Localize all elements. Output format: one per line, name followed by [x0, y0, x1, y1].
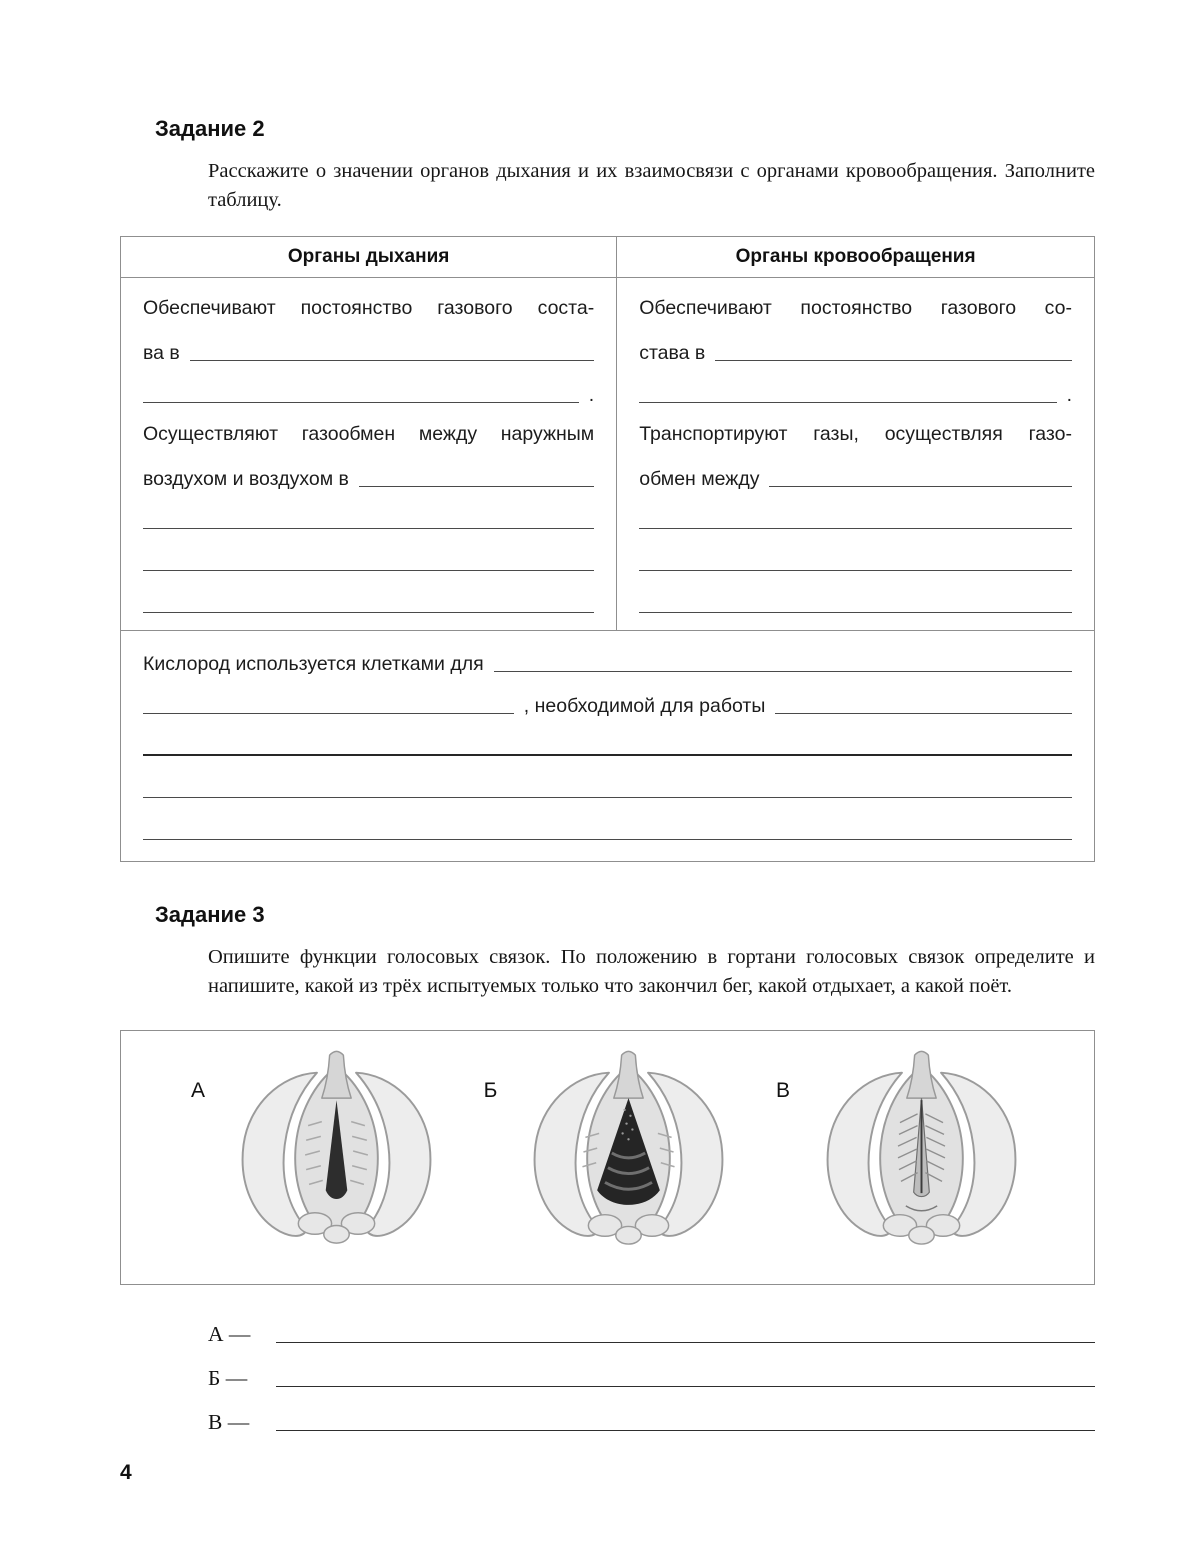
larynx-resting-illustration: [219, 1039, 454, 1267]
table-header-row: [121, 237, 1094, 278]
answer-row-v: [208, 1399, 1095, 1443]
figure-label-b: Б: [483, 1079, 498, 1102]
task2-title: Задание 2: [155, 116, 265, 141]
write-in-line: [276, 1342, 1095, 1343]
circulatory-cell: [617, 278, 1094, 630]
text-line: [143, 498, 594, 540]
text-line: [639, 498, 1072, 540]
larynx-figure: [120, 1030, 1095, 1285]
write-in-line: [639, 528, 1072, 529]
write-in-line: [143, 612, 594, 613]
table-header-circulatory: Органы кровообращения: [735, 246, 976, 267]
text-line: .: [639, 372, 1072, 414]
text-line: [639, 540, 1072, 582]
write-in-line: [276, 1430, 1095, 1431]
answer-row-a: [208, 1311, 1095, 1355]
text-line: [143, 582, 594, 624]
text-line: воздухом и воздухом в: [143, 456, 594, 498]
text-line: [143, 725, 1072, 767]
page-number: 4: [120, 1461, 132, 1484]
text-line: , необходимой для работы: [143, 683, 1072, 725]
table-body-row: [121, 278, 1094, 631]
larynx-open-illustration: [511, 1039, 746, 1267]
larynx-panel-b: [484, 1039, 747, 1284]
text-line: Обеспечивают постоянство газового со-: [639, 297, 1072, 319]
write-in-line: [775, 713, 1072, 714]
text-line: [143, 540, 594, 582]
task3-instruction: Опишите функции голосовых связок. По положению в гортани голосовых связок определите и напишите, какой из трёх испытуемых только что закончил бег, какой отдыхает, а какой поёт.: [208, 946, 1095, 997]
text-line: Кислород используется клетками для: [143, 641, 1072, 683]
write-in-line: [143, 797, 1072, 798]
write-in-line: [639, 402, 1056, 403]
text-line: ва в: [143, 330, 594, 372]
figure-label-v: В: [775, 1079, 790, 1102]
table-header-respiratory: Органы дыхания: [121, 237, 617, 277]
answer-label-a: А —: [208, 1322, 251, 1346]
larynx-panel-a: [191, 1039, 454, 1284]
text-line: Осуществляют газообмен между наружным: [143, 423, 595, 445]
write-in-line: [143, 713, 514, 714]
task3-answers: [208, 1311, 1095, 1443]
respiratory-cell: [121, 278, 617, 630]
task2-table: [120, 236, 1095, 862]
answer-label-v: В —: [208, 1410, 250, 1434]
text-line: Транспортируют газы, осуществляя газо-: [639, 423, 1072, 445]
task3-title: Задание 3: [155, 902, 265, 927]
task2-instruction: Расскажите о значении органов дыхания и их взаимосвязи с органами кровообращения. Заполните таблицу.: [208, 160, 1095, 211]
figure-label-a: А: [191, 1079, 206, 1102]
larynx-panel-v: [776, 1039, 1039, 1284]
answer-label-b: Б —: [208, 1366, 248, 1390]
text-line: Обеспечивают постоянство газового соста-: [143, 297, 595, 319]
write-in-line: [143, 570, 594, 571]
write-in-line: [143, 528, 594, 529]
text-line: [143, 809, 1072, 851]
write-in-line: [715, 360, 1072, 361]
write-in-line: [639, 570, 1072, 571]
write-in-line: [639, 612, 1072, 613]
larynx-closed-illustration: [804, 1039, 1039, 1267]
write-in-line: [190, 360, 594, 361]
text-line: обмен между: [639, 456, 1072, 498]
answer-row-b: [208, 1355, 1095, 1399]
text-line: става в: [639, 330, 1072, 372]
write-in-line: [769, 486, 1072, 487]
text-line: .: [143, 372, 594, 414]
write-in-line: [143, 402, 579, 403]
write-in-line: [143, 839, 1072, 840]
write-in-line: [359, 486, 594, 487]
write-in-line: [143, 754, 1072, 756]
write-in-line: [494, 671, 1072, 672]
write-in-line: [276, 1386, 1095, 1387]
text-line: [143, 767, 1072, 809]
oxygen-summary-cell: [121, 631, 1094, 861]
text-line: [639, 582, 1072, 624]
